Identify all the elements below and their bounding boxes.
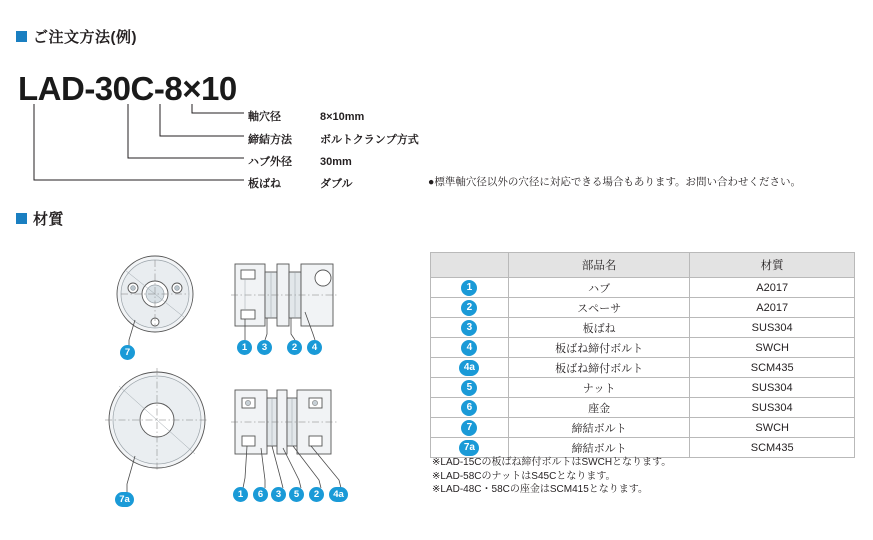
drawing-badge-bottom-side-6: 6	[253, 487, 268, 502]
row-material: SWCH	[690, 338, 855, 358]
drawing-badge-bottom-side-2: 2	[309, 487, 324, 502]
table-row	[431, 318, 855, 338]
model-code: LAD-30C-8×10	[18, 70, 237, 107]
table-row	[431, 378, 855, 398]
drawing-badge-bottom-side-1: 1	[233, 487, 248, 502]
drawing-badge-top-front-7: 7	[120, 345, 135, 360]
drawing-badge-bottom-front-7a: 7a	[115, 492, 134, 507]
row-material: SCM435	[690, 438, 855, 458]
drawing-badge-top-side-3: 3	[257, 340, 272, 355]
callout-value: 30mm	[320, 156, 352, 168]
table-header-num	[431, 253, 509, 278]
order-note: ●標準軸穴径以外の穴径に対応できる場合もあります。お問い合わせください。	[428, 176, 802, 188]
row-material: SWCH	[690, 418, 855, 438]
callout-name: 軸穴径	[248, 111, 281, 123]
drawing-badge-bottom-side-4a: 4a	[329, 487, 348, 502]
footnote-item: ※LAD-48C・58Cの座金はSCM415となります。	[432, 484, 648, 495]
callout-value: 8×10mm	[320, 111, 365, 123]
row-badge-cell	[431, 418, 509, 438]
square-marker-icon	[16, 213, 27, 224]
table-row	[431, 298, 855, 318]
part-number-badge: 7a	[459, 440, 479, 456]
callout-bore-diameter	[248, 108, 364, 124]
callout-leaf-spring	[248, 175, 353, 191]
section-heading-order	[16, 26, 137, 47]
row-material: SUS304	[690, 318, 855, 338]
row-part-name: ハブ	[508, 278, 690, 298]
row-badge-cell	[431, 358, 509, 378]
callout-name: ハブ外径	[248, 156, 292, 168]
drawing-badge-top-side-2: 2	[287, 340, 302, 355]
footnote-item: ※LAD-15Cの板ばね締付ボルトはSWCHとなります。	[432, 457, 672, 468]
section-heading-order-label: ご注文方法(例)	[33, 29, 137, 46]
row-badge-cell	[431, 338, 509, 358]
row-material: A2017	[690, 278, 855, 298]
part-number-badge: 5	[461, 380, 477, 396]
row-badge-cell	[431, 378, 509, 398]
row-badge-cell	[431, 278, 509, 298]
part-number-badge: 3	[461, 320, 477, 336]
top-front-view	[117, 256, 193, 348]
row-badge-cell	[431, 298, 509, 318]
row-material: SUS304	[690, 398, 855, 418]
footnotes	[432, 456, 671, 497]
table-header-partname: 部品名	[508, 253, 690, 278]
callout-fastening-method	[248, 131, 419, 147]
row-badge-cell	[431, 398, 509, 418]
row-badge-cell	[431, 318, 509, 338]
top-side-view	[231, 264, 339, 340]
callout-value: ボルトクランプ方式	[320, 134, 419, 146]
row-material: SUS304	[690, 378, 855, 398]
drawing-badge-top-side-4: 4	[307, 340, 322, 355]
part-number-badge: 2	[461, 300, 477, 316]
part-number-badge: 4a	[459, 360, 479, 376]
table-row	[431, 398, 855, 418]
bottom-side-view	[231, 390, 341, 488]
drawing-badge-bottom-side-5: 5	[289, 487, 304, 502]
row-part-name: 締結ボルト	[508, 418, 690, 438]
table-row	[431, 278, 855, 298]
table-row	[431, 438, 855, 458]
callout-name: 締結方法	[248, 134, 292, 146]
row-badge-cell	[431, 438, 509, 458]
row-part-name: ナット	[508, 378, 690, 398]
drawing-badge-bottom-side-3: 3	[271, 487, 286, 502]
material-table	[430, 252, 855, 458]
footnote-item: ※LAD-58CのナットはS45Cとなります。	[432, 470, 616, 482]
row-material: A2017	[690, 298, 855, 318]
part-number-badge: 6	[461, 400, 477, 416]
callout-name: 板ばね	[248, 178, 281, 190]
callout-value: ダブル	[320, 178, 353, 190]
row-part-name: 座金	[508, 398, 690, 418]
section-heading-material	[16, 208, 64, 229]
table-row	[431, 358, 855, 378]
row-part-name: 板ばね締付ボルト	[508, 338, 690, 358]
table-header-material: 材質	[690, 253, 855, 278]
row-part-name: 板ばね締付ボルト	[508, 358, 690, 378]
square-marker-icon	[16, 31, 27, 42]
bottom-front-view	[105, 368, 209, 494]
table-header-row	[431, 253, 855, 278]
row-material: SCM435	[690, 358, 855, 378]
section-heading-material-label: 材質	[33, 211, 65, 228]
callout-hub-outer-diameter	[248, 153, 352, 169]
row-part-name: 板ばね	[508, 318, 690, 338]
part-number-badge: 7	[461, 420, 477, 436]
table-row	[431, 338, 855, 358]
table-row	[431, 418, 855, 438]
part-number-badge: 1	[461, 280, 477, 296]
part-number-badge: 4	[461, 340, 477, 356]
drawing-badge-top-side-1: 1	[237, 340, 252, 355]
row-part-name: 締結ボルト	[508, 438, 690, 458]
row-part-name: スペーサ	[508, 298, 690, 318]
